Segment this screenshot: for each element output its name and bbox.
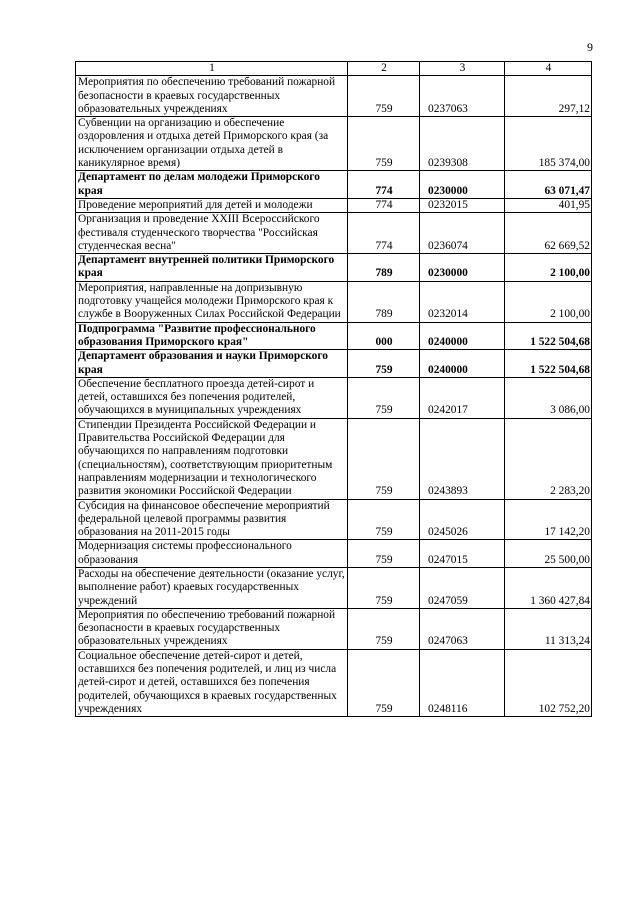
header-csr: 3 xyxy=(420,62,505,76)
cell-csr-code: 0232015 xyxy=(420,198,505,212)
cell-csr-code: 0247063 xyxy=(420,608,505,649)
cell-csr-code: 0232014 xyxy=(420,281,505,322)
cell-ved-code: 789 xyxy=(348,254,420,282)
cell-csr-code: 0248116 xyxy=(420,649,505,716)
cell-ved-code: 774 xyxy=(348,171,420,199)
table-row xyxy=(76,281,592,322)
table-row xyxy=(76,254,592,282)
cell-sum: 102 752,20 xyxy=(505,649,592,716)
table-row xyxy=(76,608,592,649)
cell-name: Департамент внутренней политики Приморского края xyxy=(76,254,348,282)
cell-ved-code: 789 xyxy=(348,281,420,322)
table-row xyxy=(76,76,592,117)
cell-name: Департамент образования и науки Приморского края xyxy=(76,350,348,378)
cell-sum: 11 313,24 xyxy=(505,608,592,649)
cell-sum: 1 360 427,84 xyxy=(505,567,592,608)
cell-csr-code: 0242017 xyxy=(420,377,505,418)
table-row xyxy=(76,377,592,418)
cell-sum: 401,95 xyxy=(505,198,592,212)
cell-name: Субсидия на финансовое обеспечение мероприятий федеральной целевой программы развития образования на 2011-2015 годы xyxy=(76,499,348,540)
cell-csr-code: 0230000 xyxy=(420,171,505,199)
cell-sum: 17 142,20 xyxy=(505,499,592,540)
cell-name: Субвенции на организацию и обеспечение оздоровления и отдыха детей Приморского края (за исключением организации отдыха детей в каникулярное время) xyxy=(76,117,348,171)
cell-sum: 185 374,00 xyxy=(505,117,592,171)
table-row xyxy=(76,198,592,212)
cell-ved-code: 759 xyxy=(348,377,420,418)
cell-sum: 2 283,20 xyxy=(505,418,592,499)
cell-csr-code: 0240000 xyxy=(420,350,505,378)
table-row xyxy=(76,171,592,199)
cell-csr-code: 0245026 xyxy=(420,499,505,540)
cell-name: Стипендии Президента Российской Федерации и Правительства Российской Федерации для обучающихся по направлениям подготовки (специальностям), соответствующим приоритетным направлениям модернизации и технологического развития экономики Российской Федерации xyxy=(76,418,348,499)
cell-sum: 63 071,47 xyxy=(505,171,592,199)
cell-sum: 2 100,00 xyxy=(505,254,592,282)
table-body xyxy=(76,76,592,717)
cell-name: Социальное обеспечение детей-сирот и детей, оставшихся без попечения родителей, и лиц из числа детей-сирот и детей, оставшихся без попечения родителей, обучающихся в краевых государственных учреждениях xyxy=(76,649,348,716)
cell-csr-code: 0237063 xyxy=(420,76,505,117)
table-row xyxy=(76,649,592,716)
table-row xyxy=(76,322,592,350)
cell-sum: 3 086,00 xyxy=(505,377,592,418)
cell-sum: 1 522 504,68 xyxy=(505,322,592,350)
cell-ved-code: 759 xyxy=(348,76,420,117)
cell-name: Расходы на обеспечение деятельности (оказание услуг, выполнение работ) краевых государственных учреждений xyxy=(76,567,348,608)
cell-ved-code: 759 xyxy=(348,608,420,649)
cell-ved-code: 759 xyxy=(348,540,420,568)
table-row xyxy=(76,213,592,254)
cell-name: Организация и проведение XXIII Всероссийского фестиваля студенческого творчества "Российская студенческая весна" xyxy=(76,213,348,254)
cell-name: Мероприятия, направленные на допризывную подготовку учащейся молодежи Приморского края к службе в Вооруженных Силах Российской Федерации xyxy=(76,281,348,322)
cell-ved-code: 759 xyxy=(348,567,420,608)
header-row xyxy=(76,62,592,76)
cell-name: Проведение мероприятий для детей и молодежи xyxy=(76,198,348,212)
cell-name: Обеспечение бесплатного проезда детей-сирот и детей, оставшихся без попечения родителей, обучающихся в муниципальных учреждениях xyxy=(76,377,348,418)
cell-csr-code: 0240000 xyxy=(420,322,505,350)
cell-ved-code: 759 xyxy=(348,418,420,499)
table-row xyxy=(76,350,592,378)
cell-csr-code: 0239308 xyxy=(420,117,505,171)
cell-name: Подпрограмма "Развитие профессионального образования Приморского края" xyxy=(76,322,348,350)
page-number: 9 xyxy=(587,40,593,54)
header-ved: 2 xyxy=(348,62,420,76)
cell-csr-code: 0247015 xyxy=(420,540,505,568)
cell-ved-code: 759 xyxy=(348,499,420,540)
cell-sum: 297,12 xyxy=(505,76,592,117)
cell-name: Модернизация системы профессионального образования xyxy=(76,540,348,568)
table-row xyxy=(76,540,592,568)
cell-ved-code: 774 xyxy=(348,198,420,212)
table-row xyxy=(76,418,592,499)
cell-ved-code: 000 xyxy=(348,322,420,350)
cell-name: Департамент по делам молодежи Приморского края xyxy=(76,171,348,199)
cell-ved-code: 759 xyxy=(348,117,420,171)
cell-csr-code: 0236074 xyxy=(420,213,505,254)
budget-table xyxy=(75,61,592,717)
cell-csr-code: 0230000 xyxy=(420,254,505,282)
cell-sum: 1 522 504,68 xyxy=(505,350,592,378)
cell-csr-code: 0243893 xyxy=(420,418,505,499)
table-row xyxy=(76,499,592,540)
cell-sum: 62 669,52 xyxy=(505,213,592,254)
cell-csr-code: 0247059 xyxy=(420,567,505,608)
cell-ved-code: 774 xyxy=(348,213,420,254)
cell-ved-code: 759 xyxy=(348,649,420,716)
header-name: 1 xyxy=(76,62,348,76)
table-row xyxy=(76,567,592,608)
cell-sum: 2 100,00 xyxy=(505,281,592,322)
cell-ved-code: 759 xyxy=(348,350,420,378)
cell-name: Мероприятия по обеспечению требований пожарной безопасности в краевых государственных образовательных учреждениях xyxy=(76,76,348,117)
cell-name: Мероприятия по обеспечению требований пожарной безопасности в краевых государственных образовательных учреждениях xyxy=(76,608,348,649)
cell-sum: 25 500,00 xyxy=(505,540,592,568)
table-row xyxy=(76,117,592,171)
header-sum: 4 xyxy=(505,62,592,76)
